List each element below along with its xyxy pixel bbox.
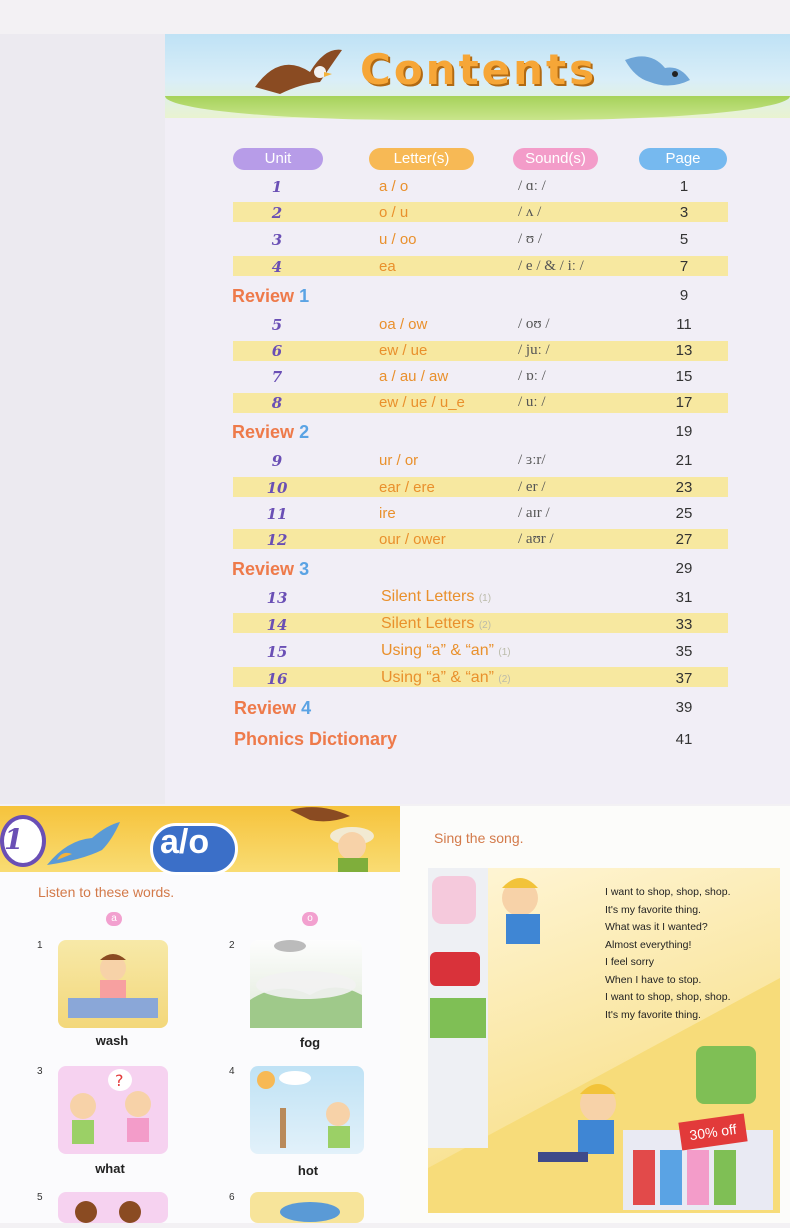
- header-sound: [513, 148, 598, 170]
- sale-tag: 30% off: [678, 1114, 747, 1151]
- letters-suffix: (2): [478, 620, 492, 631]
- unit-number: 4: [271, 258, 283, 276]
- unit-sound: / aɪr /: [518, 505, 550, 521]
- page-number: 37: [675, 670, 693, 687]
- contents-title: Contents: [360, 45, 598, 94]
- sound-dot: o: [302, 912, 318, 926]
- review-label: [232, 559, 309, 580]
- unit-sound: / ɒː /: [518, 368, 546, 384]
- unit-letters: ear / ere: [379, 479, 435, 496]
- hot-picture: [250, 1066, 364, 1154]
- unit-number: 2: [271, 204, 283, 222]
- listen-instruction: Listen to these words.: [38, 884, 175, 900]
- unit-letters: oa / ow: [379, 316, 428, 333]
- unit-sound: / ʌ /: [518, 204, 542, 220]
- picture-number: 6: [229, 1192, 235, 1203]
- picture-number: 4: [229, 1066, 235, 1077]
- eagle-icon: [250, 42, 345, 97]
- boy-explorer-icon: [290, 806, 400, 872]
- header-unit-label: Unit: [264, 150, 292, 167]
- review-word: Review: [232, 559, 295, 579]
- page-number: 15: [675, 368, 693, 385]
- unit-letters: a / au / aw: [379, 368, 449, 385]
- picture-number: 5: [37, 1192, 43, 1203]
- bird-icon: [620, 50, 695, 95]
- unit-letters: ew / ue / u_e: [379, 394, 465, 411]
- unit-letters: [381, 669, 511, 687]
- sing-instruction: Sing the song.: [434, 830, 524, 846]
- letters-suffix: (1): [498, 647, 511, 658]
- word-label: hot: [297, 1163, 319, 1178]
- unit-sound: / ɑː /: [518, 178, 546, 194]
- unit-letters: [381, 588, 491, 606]
- lyric-line: It's my favorite thing.: [605, 1008, 701, 1021]
- picture-number: 2: [229, 940, 235, 951]
- unit-sound: / e / & / iː /: [518, 258, 584, 274]
- wash-picture: [58, 940, 168, 1028]
- unit-letters: our / ower: [379, 531, 446, 548]
- page-number: 35: [675, 643, 693, 660]
- word-label: fog: [299, 1035, 321, 1050]
- unit-number: 10: [266, 479, 288, 497]
- review-label: [234, 698, 311, 719]
- letters-suffix: (2): [498, 674, 511, 685]
- picture-number: 1: [37, 940, 43, 951]
- left-page-blank: [0, 34, 170, 804]
- page-number: 21: [675, 452, 693, 469]
- word-label: wash: [95, 1033, 129, 1048]
- unit-letters: ew / ue: [379, 342, 428, 359]
- review-word: Review: [232, 286, 295, 306]
- review-number: 2: [299, 422, 310, 442]
- header-letters-label: Letter(s): [393, 150, 450, 167]
- unit-number: 3: [271, 231, 283, 249]
- page-number: 7: [679, 258, 689, 275]
- page-number: 29: [675, 560, 693, 577]
- page-number: 31: [675, 589, 693, 606]
- review-number: 1: [299, 286, 310, 306]
- page-number: 5: [679, 231, 689, 248]
- phonics-dictionary: Phonics Dictionary: [234, 729, 398, 749]
- unit-sound: / aʊr /: [518, 531, 554, 547]
- picture-number: 3: [37, 1066, 43, 1077]
- lyric-line: I want to shop, shop, shop.: [605, 991, 731, 1003]
- letters-text: Silent Letters: [381, 615, 475, 632]
- review-number: 3: [299, 559, 310, 579]
- page-number: 23: [675, 479, 693, 496]
- row-band: [233, 393, 728, 413]
- page-number: 25: [675, 505, 693, 522]
- sound-dot: a: [106, 912, 122, 926]
- unit-letters: u / oo: [379, 231, 417, 248]
- row-band: [233, 256, 728, 276]
- lyric-line: Almost everything!: [605, 938, 692, 951]
- fog-picture: [250, 940, 362, 1028]
- header-sound-label: Sound(s): [525, 150, 586, 167]
- unit-number: 13: [266, 589, 288, 607]
- header-page: [639, 148, 727, 170]
- page-number: 19: [675, 423, 693, 440]
- unit-number-badge: 1: [4, 823, 24, 856]
- song-lyrics: [605, 884, 785, 1024]
- unit-letters: ire: [379, 505, 396, 522]
- review-word: Review: [232, 422, 295, 442]
- page-number: 1: [679, 178, 689, 195]
- unit-letters: ea: [379, 258, 396, 275]
- unit-sound: / uː /: [518, 394, 546, 410]
- word-label: what: [95, 1161, 125, 1176]
- page-number: 3: [679, 204, 689, 221]
- page-number: 11: [676, 316, 692, 333]
- unit-sound: / er /: [518, 479, 546, 495]
- page-number: 13: [675, 342, 693, 359]
- unit-number: 8: [271, 394, 283, 412]
- svg-text:?: ?: [115, 1071, 124, 1090]
- lyric-line: I want to shop, shop, shop.: [605, 886, 731, 898]
- unit-letters: [381, 615, 491, 633]
- unit-number: 5: [271, 316, 283, 334]
- unit-letters: ur / or: [379, 452, 419, 469]
- letters-suffix: (1): [478, 593, 492, 604]
- unit-number: 1: [271, 178, 283, 196]
- unit-number: 14: [266, 616, 288, 634]
- bird-icon: [42, 820, 122, 870]
- unit-number: 11: [266, 505, 288, 523]
- what-picture: [58, 1066, 168, 1154]
- page-number: 9: [679, 287, 689, 304]
- unit-sound: / juː /: [518, 342, 550, 358]
- review-label: [232, 422, 309, 443]
- unit-sound: / oʊ /: [518, 316, 550, 332]
- page-number: 27: [675, 531, 693, 548]
- letters-text: Silent Letters: [381, 588, 475, 605]
- header-page-label: Page: [665, 150, 701, 167]
- unit-number: 12: [266, 531, 288, 549]
- unit-number: 16: [266, 670, 288, 688]
- unit-sound: / ɜːr/: [518, 452, 546, 468]
- unit-number: 15: [266, 643, 288, 661]
- unit-letters: o / u: [379, 204, 409, 221]
- lyric-line: When I have to stop.: [605, 973, 702, 986]
- header-letters: [369, 148, 474, 170]
- row-band: [233, 477, 728, 497]
- unit-number: 7: [271, 368, 283, 386]
- page-number: 33: [675, 616, 693, 633]
- review-label: [232, 286, 309, 307]
- letters-text: Using “a” & “an”: [381, 669, 494, 686]
- review-number: 4: [301, 698, 312, 718]
- picture-5: [58, 1192, 168, 1223]
- page-number: 17: [675, 394, 693, 411]
- lyric-line: I feel sorry: [605, 956, 655, 968]
- header-unit: [233, 148, 323, 170]
- page-number: 39: [675, 699, 693, 716]
- unit-sound: / ʊ /: [518, 231, 543, 247]
- review-word: Review: [234, 698, 297, 718]
- unit-number: 9: [271, 452, 283, 470]
- letters-text: Using “a” & “an”: [381, 642, 494, 659]
- unit-letters: [381, 642, 511, 660]
- row-band: [233, 529, 728, 549]
- row-band: [233, 202, 728, 222]
- page-number: 41: [675, 731, 693, 748]
- unit-letters: a / o: [379, 178, 409, 195]
- lyric-line: What was it I wanted?: [605, 921, 708, 933]
- row-band: [233, 341, 728, 361]
- picture-6: [250, 1192, 364, 1223]
- unit-letters-title: a/o: [160, 823, 210, 861]
- unit-number: 6: [271, 342, 283, 360]
- lyric-line: It's my favorite thing.: [605, 903, 701, 916]
